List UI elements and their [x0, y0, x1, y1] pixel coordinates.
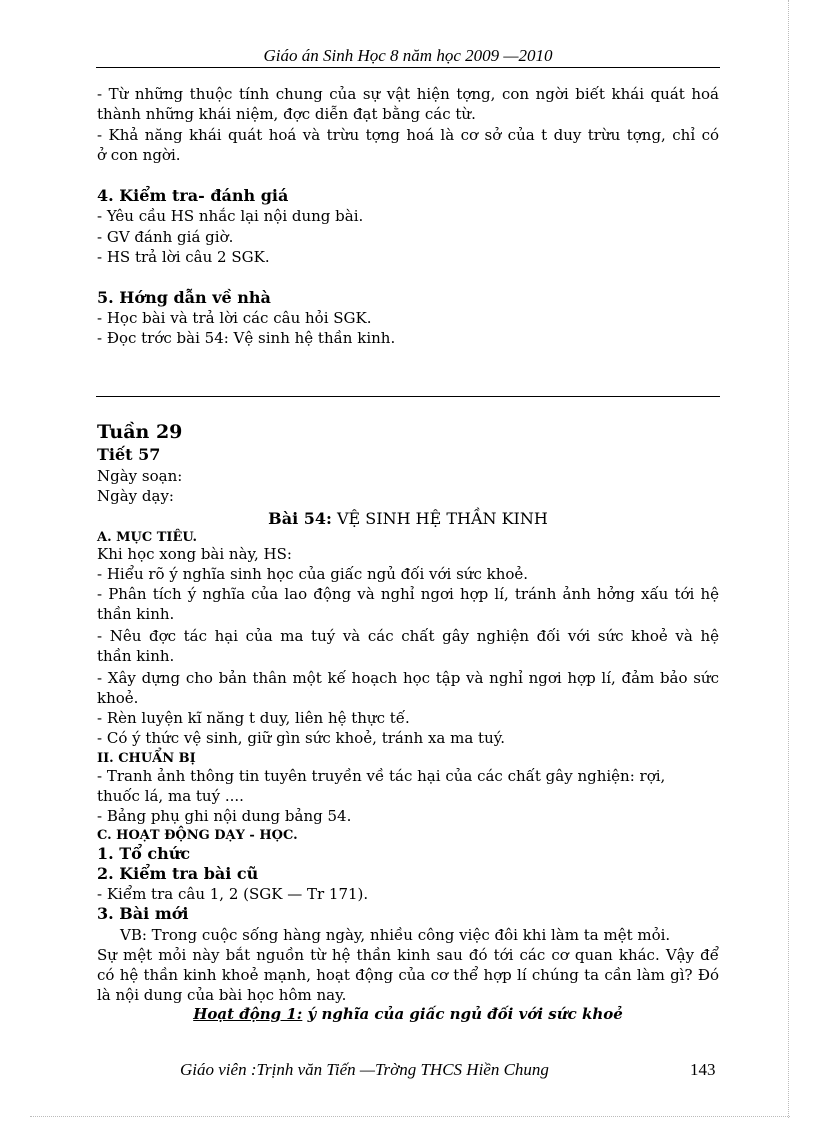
text-line: thần kinh.: [97, 647, 175, 665]
text-line: khoẻ.: [97, 689, 139, 707]
list-item: - HS trả lời câu 2 SGK.: [97, 248, 270, 266]
activity-heading: [96, 1005, 720, 1023]
text-line: - Từ những thuộc tính chung của sự vật hiện tợng, con ngời biết khái quát hoá: [97, 85, 719, 103]
page-header: Giáo án Sinh Học 8 năm học 2009 —2010: [263, 46, 553, 65]
page-number: 143: [690, 1060, 716, 1079]
section-heading: 4. Kiểm tra- đánh giá: [97, 186, 289, 205]
subsection-heading: 1. Tổ chức: [97, 844, 191, 863]
activity-text: ý nghĩa của giấc ngủ đối với sức khoẻ: [302, 1005, 623, 1023]
lesson-number: Tiết 57: [97, 445, 161, 464]
list-item: - Bảng phụ ghi nội dung bảng 54.: [97, 807, 352, 825]
week-label: Tuần 29: [97, 421, 183, 443]
list-item: - Rèn luyện kĩ năng t duy, liên hệ thực tế.: [97, 709, 410, 727]
section-heading: A. MỤC TIÊU.: [97, 530, 198, 545]
text-line: thuốc lá, ma tuý ....: [97, 787, 244, 805]
prep-date-label: Ngày soạn:: [97, 467, 183, 485]
section-divider: [96, 396, 720, 397]
page-footer: Giáo viên :Trịnh văn Tiến —Trờng THCS Hiền Chung: [180, 1060, 549, 1079]
text-line: VB: Trong cuộc sống hàng ngày, nhiều công việc đôi khi làm ta mệt mỏi.: [120, 926, 671, 944]
list-item: - Kiểm tra câu 1, 2 (SGK — Tr 171).: [97, 885, 369, 903]
lesson-title: [96, 509, 720, 528]
list-item: - Học bài và trả lời các câu hỏi SGK.: [97, 309, 372, 327]
list-item: - Xây dựng cho bản thân một kế hoạch học tập và nghỉ ngơi hợp lí, đảm bảo sức: [97, 669, 719, 687]
text-line: là nội dung của bài học hôm nay.: [97, 986, 347, 1004]
header-rule: [96, 67, 720, 68]
list-item: - Phân tích ý nghĩa của lao động và nghỉ ngơi hợp lí, tránh ảnh hởng xấu tới hệ: [97, 585, 719, 603]
subsection-heading: 3. Bài mới: [97, 904, 189, 923]
text-line: thần kinh.: [97, 605, 175, 623]
text-line: có hệ thần kinh khoẻ mạnh, hoạt động của cơ thể hợp lí chúng ta cần làm gì? Đó: [97, 966, 719, 984]
lesson-title-prefix: Bài 54:: [268, 509, 332, 528]
teach-date-label: Ngày dạy:: [97, 487, 174, 505]
section-heading: C. HOẠT ĐỘNG DẠY - HỌC.: [97, 828, 298, 843]
list-item: - Yêu cầu HS nhắc lại nội dung bài.: [97, 207, 364, 225]
list-item: - Đọc trớc bài 54: Vệ sinh hệ thần kinh.: [97, 329, 396, 347]
list-item: - Nêu đợc tác hại của ma tuý và các chất gây nghiện đối với sức khoẻ và hệ: [97, 627, 719, 645]
list-item: - Tranh ảnh thông tin tuyên truyền về tác hại của các chất gây nghiện: rợi,: [97, 767, 666, 785]
section-heading: II. CHUẨN BỊ: [97, 751, 196, 766]
list-item: - Hiểu rõ ý nghĩa sinh học của giấc ngủ đối với sức khoẻ.: [97, 565, 529, 583]
list-item: - GV đánh giá giờ.: [97, 228, 234, 246]
page-edge-bottom: [30, 1116, 790, 1117]
text-line: thành những khái niệm, đợc diễn đạt bằng các từ.: [97, 105, 476, 123]
section-heading: 5. Hớng dẫn về nhà: [97, 288, 271, 307]
text-line: - Khả năng khái quát hoá và trừu tợng hoá là cơ sở của t duy trừu tợng, chỉ có: [97, 126, 719, 144]
text-line: Sự mệt mỏi này bắt nguồn từ hệ thần kinh sau đó tới các cơ quan khác. Vậy để: [97, 946, 719, 964]
text-line: Khi học xong bài này, HS:: [97, 545, 292, 563]
lesson-title-main: VỆ SINH HỆ THẦN KINH: [331, 509, 548, 528]
text-line: ở con ngời.: [97, 146, 181, 164]
page-edge-right: [788, 0, 789, 1118]
list-item: - Có ý thức vệ sinh, giữ gìn sức khoẻ, tránh xa ma tuý.: [97, 729, 505, 747]
activity-label: Hoạt động 1:: [193, 1005, 303, 1023]
subsection-heading: 2. Kiểm tra bài cũ: [97, 864, 259, 883]
